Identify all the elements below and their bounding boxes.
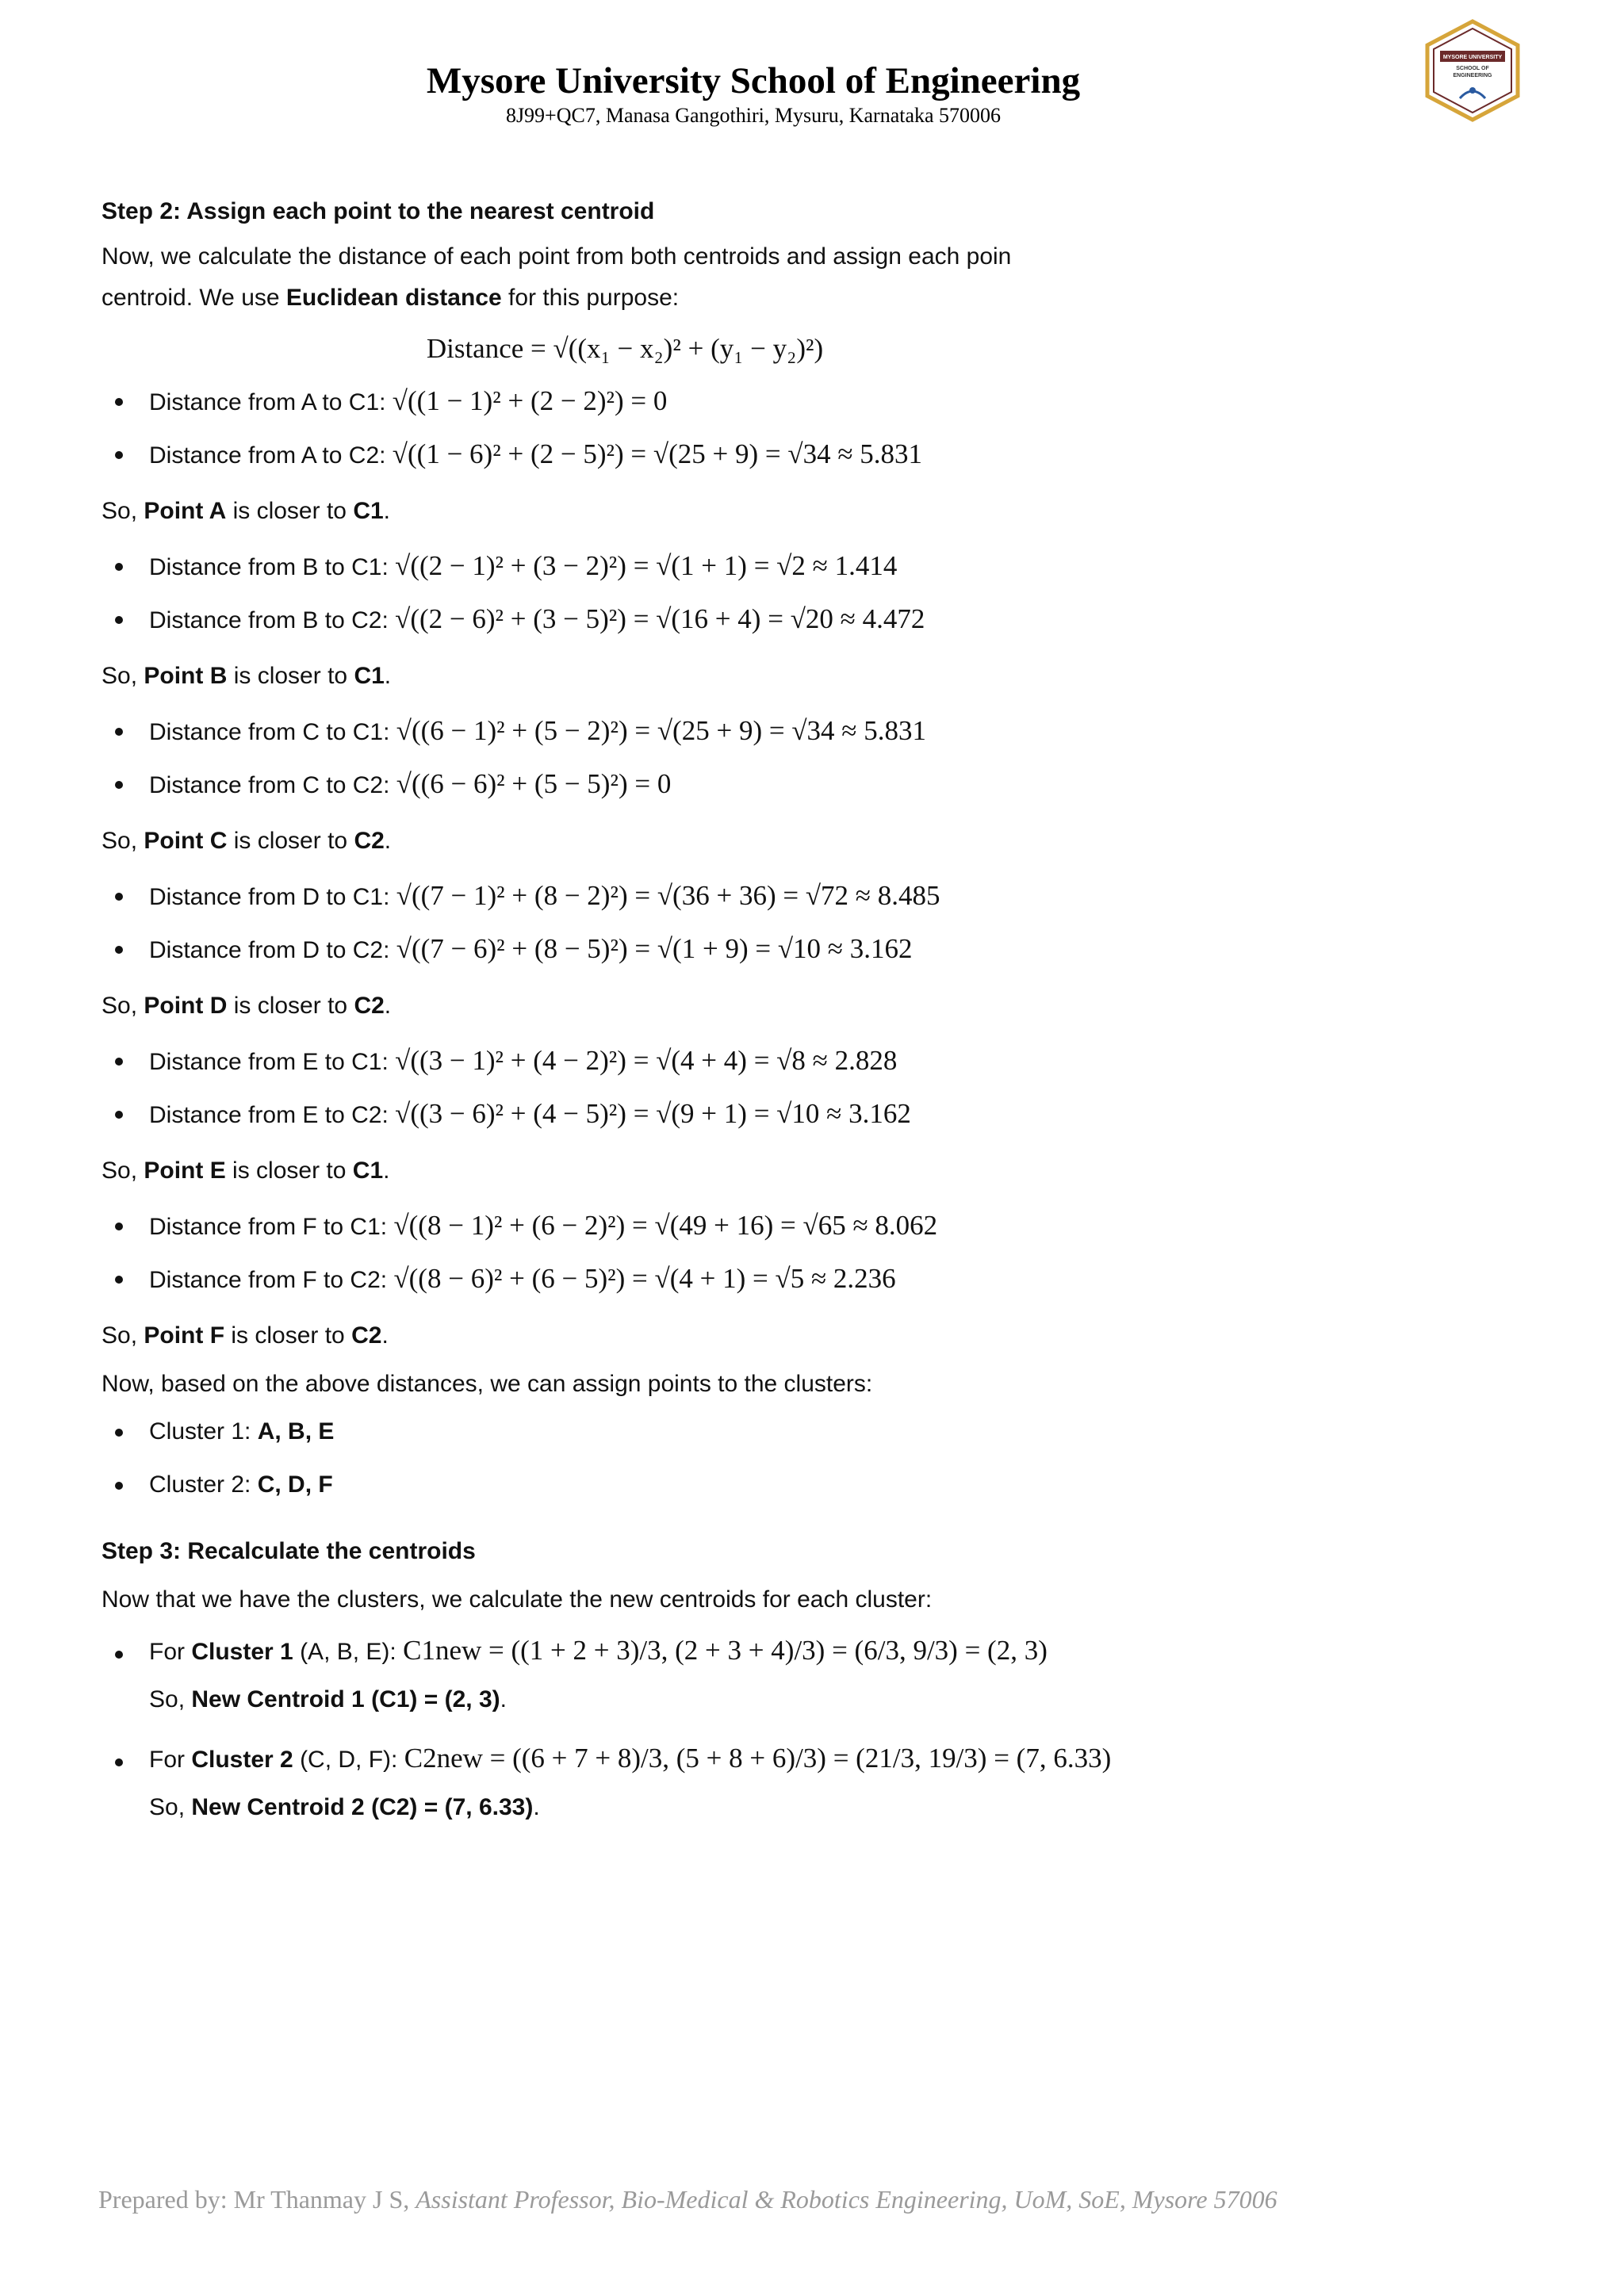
closest-centroid-note [102,1151,1148,1191]
centroid-list [102,1621,1148,1676]
intro-text: centroid. We use [102,285,286,311]
list-item [102,1405,1148,1458]
note-part: is closer to [227,663,354,689]
step3-heading: Step 3: Recalculate the centroids [102,1538,476,1564]
centroid-1-result [102,1676,1148,1724]
euclidean-term: Euclidean distance [285,285,502,311]
footer-affiliation: Assistant Professor, Bio-Medical & Robotics Engineering, UoM, SoE, Mysore 57006 [416,2185,1277,2214]
list-item [102,374,1148,427]
result-text: So, [149,1794,192,1820]
logo-line-1: MYSORE UNIVERSITY [1442,55,1503,60]
closest-centroid-note [102,1316,1148,1356]
result-value: New Centroid 1 (C1) = (2, 3) [191,1686,500,1712]
distance-label: Distance from E to C1: [149,1049,396,1075]
distance-list [102,704,1148,810]
note-part: So, [102,1322,144,1349]
distance-expression: √((6 − 1)² + (5 − 2)²) = √(25 + 9) = √34 ≈ 5.831 [396,715,927,746]
distance-expression: √((2 − 1)² + (3 − 2)²) = √(1 + 1) = √2 ≈ 1.414 [395,550,898,581]
step3-intro: Now that we have the clusters, we calculate the new centroids for each cluster: [102,1586,933,1613]
note-part: So, [102,993,144,1019]
note-part: Point B [144,663,228,689]
step2-intro-line-1: Now, we calculate the distance of each point from both centroids and assign each poin [102,243,1012,270]
note-part: So, [102,663,144,689]
distance-expression: √((3 − 1)² + (4 − 2)²) = √(4 + 4) = √8 ≈ 2.828 [395,1045,898,1076]
distance-expression: √((8 − 6)² + (6 − 5)²) = √(4 + 1) = √5 ≈ 2.236 [393,1263,896,1294]
distance-expression: √((2 − 6)² + (3 − 5)²) = √(16 + 4) = √20 ≈ 4.472 [395,603,925,634]
step2-heading: Step 2: Assign each point to the nearest centroid [102,198,655,224]
note-part: is closer to [225,1158,353,1184]
page-footer [98,2185,1277,2214]
item-text: For [149,1639,192,1665]
distance-expression: √((6 − 6)² + (5 − 5)²) = 0 [396,768,672,799]
university-logo [1424,19,1521,122]
note-part: . [384,828,392,854]
distance-expression: √((7 − 6)² + (8 − 5)²) = √(1 + 9) = √10 ≈ 3.162 [396,933,913,964]
item-text: For [149,1747,192,1773]
step2-intro-line-2 [102,277,1148,319]
logo-line-2: SCHOOL OF [1456,66,1489,71]
note-part: Point A [144,498,227,524]
list-item [102,592,1148,645]
cluster-members: C, D, F [257,1471,333,1498]
distance-list [102,539,1148,645]
list-item [102,427,1148,480]
cluster-label: Cluster 1: [149,1418,258,1445]
intro-text: for this purpose: [501,285,680,311]
distance-label: Distance from B to C2: [149,607,396,633]
note-part: Point E [144,1158,226,1184]
distance-list [102,374,1148,480]
list-item [102,539,1148,592]
note-part: Point C [144,828,228,854]
note-part: . [381,1322,389,1349]
cluster-label: Cluster 2: [149,1471,258,1498]
note-part: C1 [353,498,384,524]
list-item [102,1728,1148,1784]
distance-expression: √((1 − 6)² + (2 − 5)²) = √(25 + 9) = √34 ≈ 5.831 [392,438,923,469]
centroid-2-result [102,1784,1148,1831]
distance-label: Distance from D to C1: [149,884,396,910]
closest-centroid-note [102,821,1148,861]
list-item [102,1458,1148,1511]
list-item [102,1087,1148,1140]
distance-expression: √((1 − 1)² + (2 − 2)²) = 0 [392,385,668,416]
closest-centroid-note [102,986,1148,1026]
list-item [102,1199,1148,1252]
list-item [102,1621,1148,1676]
note-part: . [383,498,391,524]
distance-label: Distance from F to C2: [149,1267,394,1293]
list-item [102,1034,1148,1087]
note-part: Point F [144,1322,225,1349]
result-text: So, [149,1686,192,1712]
item-text: (C, D, F): [293,1747,404,1773]
distance-groups [102,374,1148,1356]
closest-centroid-note [102,492,1148,531]
distance-expression: √((8 − 1)² + (6 − 2)²) = √(49 + 16) = √65 ≈ 8.062 [393,1210,938,1241]
list-item [102,1252,1148,1305]
list-item [102,757,1148,810]
distance-list [102,869,1148,975]
distance-list [102,1199,1148,1305]
distance-expression: √((3 − 6)² + (4 − 5)²) = √(9 + 1) = √10 ≈ 3.162 [395,1098,911,1129]
note-part: is closer to [227,828,354,854]
note-part: So, [102,828,144,854]
footer-prefix: Prepared by: Mr Thanmay J S, [98,2185,416,2214]
note-part: . [384,663,392,689]
distance-label: Distance from B to C1: [149,554,396,580]
centroid-1-formula: C1new = ((1 + 2 + 3)/3, (2 + 3 + 4)/3) = (6/3, 9/3) = (2, 3) [403,1635,1048,1666]
distance-label: Distance from C to C2: [149,772,396,798]
cluster-list [102,1405,1148,1511]
distance-label: Distance from E to C2: [149,1102,396,1128]
note-part: . [384,993,392,1019]
note-part: . [383,1158,390,1184]
note-part: Point D [144,993,228,1019]
distance-label: Distance from A to C2: [149,442,393,469]
note-part: C2 [354,993,385,1019]
page-content [102,198,1148,1836]
distance-label: Distance from D to C2: [149,937,396,963]
list-item [102,869,1148,922]
note-part: C1 [352,1158,384,1184]
note-part: So, [102,1158,144,1184]
note-part: C2 [351,1322,382,1349]
result-text: . [500,1686,507,1712]
cluster-name: Cluster 2 [191,1747,293,1773]
distance-label: Distance from C to C1: [149,719,396,745]
assign-intro: Now, based on the above distances, we can assign points to the clusters: [102,1371,873,1397]
note-part: is closer to [226,498,354,524]
document-header [0,59,1507,128]
result-value: New Centroid 2 (C2) = (7, 6.33) [191,1794,534,1820]
result-text: . [533,1794,540,1820]
closest-centroid-note [102,656,1148,696]
institution-address: 8J99+QC7, Manasa Gangothiri, Mysuru, Karnataka 570006 [505,104,1002,127]
note-part: So, [102,498,144,524]
logo-line-3: ENGINEERING [1453,73,1492,78]
distance-list [102,1034,1148,1140]
note-part: C1 [354,663,385,689]
list-item [102,922,1148,975]
note-part: is closer to [227,993,354,1019]
distance-formula: Distance = √((x₁ − x₂)² + (y₁ − y₂)²) [426,333,824,364]
distance-expression: √((7 − 1)² + (8 − 2)²) = √(36 + 36) = √72 ≈ 8.485 [396,880,940,911]
centroid-list-2 [102,1728,1148,1784]
cluster-name: Cluster 1 [191,1639,293,1665]
centroid-2-formula: C2new = ((6 + 7 + 8)/3, (5 + 8 + 6)/3) = (21/3, 19/3) = (7, 6.33) [404,1743,1112,1774]
institution-title: Mysore University School of Engineering [426,60,1081,101]
list-item [102,704,1148,757]
distance-label: Distance from F to C1: [149,1214,394,1240]
note-part: is closer to [224,1322,352,1349]
cluster-members: A, B, E [257,1418,335,1445]
item-text: (A, B, E): [293,1639,404,1665]
distance-label: Distance from A to C1: [149,389,393,415]
note-part: C2 [354,828,385,854]
